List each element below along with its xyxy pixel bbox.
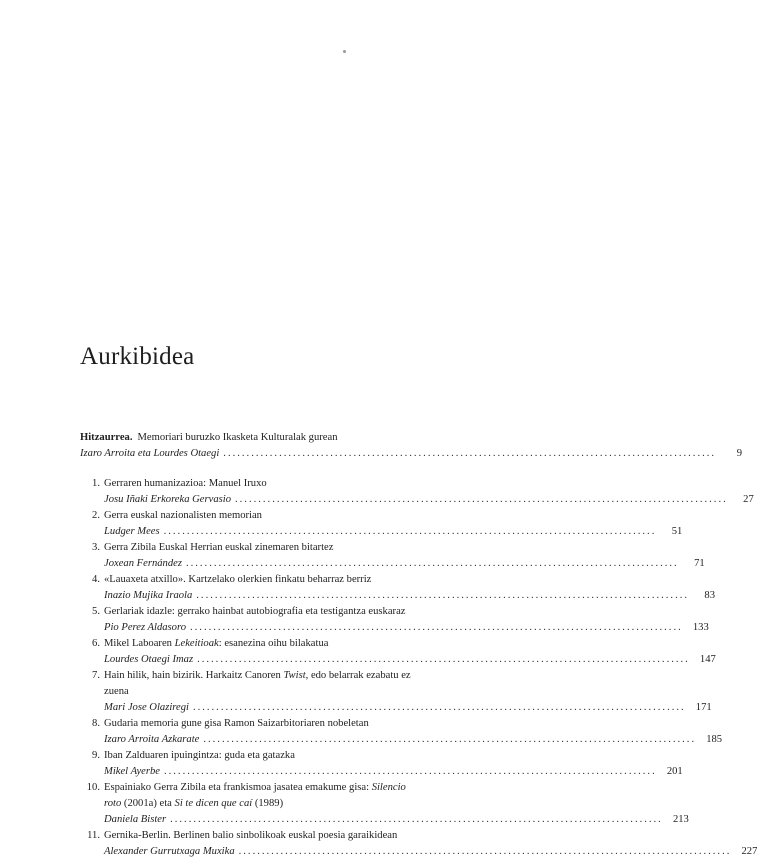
scan-mark (343, 50, 346, 53)
chapter-number: 2. (92, 510, 100, 521)
chapter-authors: Josu Iñaki Erkoreka Gervasio (104, 494, 231, 505)
chapter-page: 213 (672, 814, 689, 825)
chapter-number: 9. (92, 750, 100, 761)
chapter-page: 71 (694, 558, 705, 569)
toc-entry: 3. Gerra Zibila Euskal Herrian euskal zinemaren bitartez Joxean Fernández .......................................................................................................... 71 (80, 540, 513, 572)
preface-authors: Izaro Arroita eta Lourdes Otaegi (80, 448, 220, 459)
chapter-number: 6. (92, 638, 100, 649)
toc-entry-preface: Hitzaurrea. Memoriari buruzko Ikasketa Kulturalak gurean Izaro Arroita eta Lourdes Otaegi .......................................................................................................... 9 (80, 430, 513, 462)
chapter-authors: Ludger Mees (104, 526, 160, 537)
chapter-authors: Pio Perez Aldasoro (104, 622, 186, 633)
chapter-number: 10. (86, 782, 100, 793)
chapter-page: 185 (706, 734, 723, 745)
preface-label: Hitzaurrea. (80, 432, 133, 443)
chapter-title: Iban Zalduaren ipuingintza: guda eta gatazka (104, 750, 295, 761)
toc-entry: 8. Gudaria memoria gune gisa Ramon Saizarbitoriaren nobeletan Izaro Arroita Azkarate .......................................................................................................... 185 (80, 716, 513, 748)
chapter-title: Gudaria memoria gune gisa Ramon Saizarbitoriaren nobeletan (104, 718, 369, 729)
chapter-number: 11. (87, 830, 100, 841)
chapter-authors: Izaro Arroita Azkarate (104, 734, 200, 745)
chapter-page: 83 (704, 590, 716, 601)
chapter-page: 147 (699, 654, 716, 665)
chapter-number: 4. (92, 574, 100, 585)
preface-title: Memoriari buruzko Ikasketa Kulturalak gurean (137, 432, 338, 443)
chapter-number: 7. (92, 670, 100, 681)
toc-entry: 5. Gerlariak idazle: gerrako hainbat autobiografia eta testigantza euskaraz Pio Perez Aldasoro .......................................................................................................... 133 (80, 604, 513, 636)
chapter-title: Hain hilik, hain bizirik. Harkaitz Canoren Twist, edo belarrak ezabatu ez (104, 670, 411, 681)
chapter-number: 5. (92, 606, 100, 617)
chapter-title: «Lauaxeta atxillo». Kartzelako olerkien finkatu beharraz berriz (104, 574, 372, 585)
chapter-page: 227 (741, 846, 757, 857)
chapter-page: 27 (743, 494, 754, 505)
chapter-authors: Mikel Ayerbe (104, 766, 160, 777)
table-of-contents (80, 430, 757, 860)
chapter-title: Gerlariak idazle: gerrako hainbat autobiografia eta testigantza euskaraz (104, 606, 406, 617)
preface-page: 9 (736, 448, 743, 459)
chapter-page: 133 (692, 622, 709, 633)
chapter-page: 201 (666, 766, 683, 777)
toc-entry: 7. Hain hilik, hain bizirik. Harkaitz Canoren Twist, edo belarrak ezabatu ez zuena Mari Jose Olaziregi .......................................................................................................... 171 (80, 668, 513, 716)
chapter-title-continued: zuena (104, 686, 129, 697)
chapter-title: Gerra Zibila Euskal Herrian euskal zinemaren bitartez (104, 542, 334, 553)
toc-entry: 9. Iban Zalduaren ipuingintza: guda eta gatazka Mikel Ayerbe .......................................................................................................... 201 (80, 748, 513, 780)
toc-entry: 6. Mikel Laboaren Lekeitioak: esanezina oihu bilakatua Lourdes Otaegi Imaz .......................................................................................................... 147 (80, 636, 513, 668)
chapter-number: 8. (92, 718, 100, 729)
chapter-title: Gerra euskal nazionalisten memorian (104, 510, 262, 521)
chapter-authors: Joxean Fernández (104, 558, 182, 569)
chapter-authors: Daniela Bister (104, 814, 167, 825)
chapter-number: 1. (92, 478, 100, 489)
chapter-title: Gernika-Berlin. Berlinen balio sinbolikoak euskal poesia garaikidean (104, 830, 398, 841)
toc-entry: 4. «Lauaxeta atxillo». Kartzelako olerkien finkatu beharraz berriz Inazio Mujika Iraola .......................................................................................................... 83 (80, 572, 513, 604)
chapter-page: 171 (695, 702, 712, 713)
chapter-authors: Mari Jose Olaziregi (104, 702, 189, 713)
chapter-title-continued: roto (2001a) eta Si te dicen que caí (1989) (104, 798, 284, 809)
chapter-page: 51 (671, 526, 683, 537)
chapter-authors: Alexander Gurrutxaga Muxika (104, 846, 235, 857)
chapter-title: Gerraren humanizazioa: Manuel Iruxo (104, 478, 267, 489)
page-title: Aurkibidea (80, 342, 195, 370)
toc-entry: 11. Gernika-Berlin. Berlinen balio sinbolikoak euskal poesia garaikidean Alexander Gurrutxaga Muxika .......................................................................................................... 227 (80, 828, 513, 860)
chapter-authors: Lourdes Otaegi Imaz (104, 654, 194, 665)
toc-entry: 10. Espainiako Gerra Zibila eta frankismoa jasatea emakume gisa: Silencio roto (2001a) eta Si te dicen que caí (1989) Daniela Bister .......................................................................................................... 213 (80, 780, 513, 828)
chapter-title: Mikel Laboaren Lekeitioak: esanezina oihu bilakatua (104, 638, 329, 649)
toc-entry: 1. Gerraren humanizazioa: Manuel Iruxo Josu Iñaki Erkoreka Gervasio .......................................................................................................... 27 (80, 476, 513, 508)
chapter-number: 3. (92, 542, 100, 553)
chapter-title: Espainiako Gerra Zibila eta frankismoa jasatea emakume gisa: Silencio (104, 782, 406, 793)
toc-entry: 2. Gerra euskal nazionalisten memorian Ludger Mees .......................................................................................................... 51 (80, 508, 513, 540)
chapter-authors: Inazio Mujika Iraola (104, 590, 193, 601)
